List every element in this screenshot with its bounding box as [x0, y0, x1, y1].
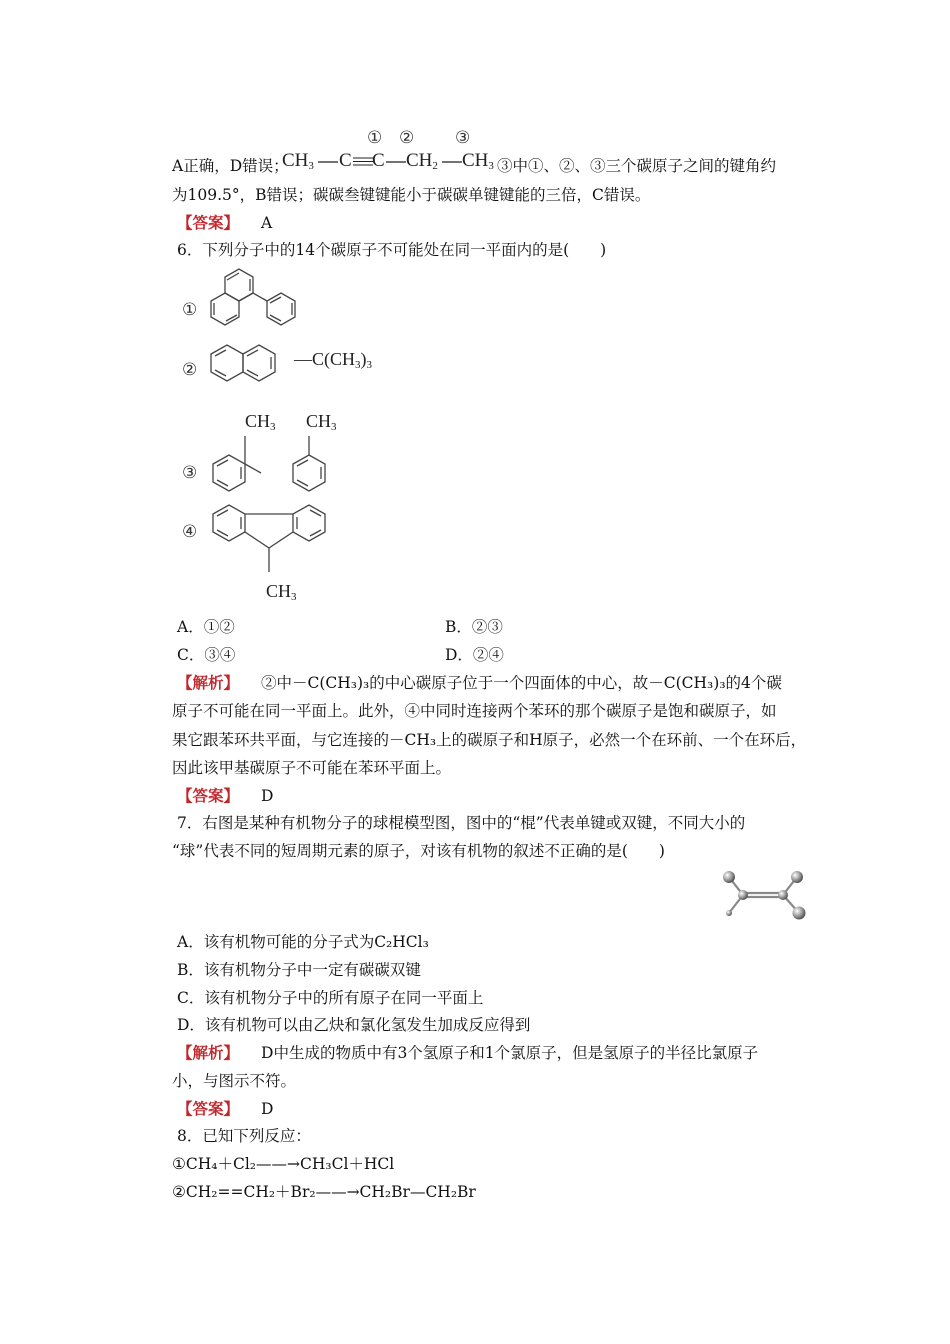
- analysis-tag: 【解析】: [177, 1043, 240, 1062]
- q6-option-c: C．③④: [177, 646, 236, 664]
- q6-analysis-line4: 因此该甲基碳原子不可能在苯环平面上。: [172, 759, 452, 777]
- group-ch3-right: $CH_3$: [462, 150, 494, 172]
- structure-label-3: ③: [182, 463, 198, 483]
- q6-analysis-line1: 【解析】 ②中－C(CH₃)₃的中心碳原子位于一个四面体的中心，故－C(CH₃)₃的4个碳: [177, 673, 782, 692]
- q8-stem: 8．已知下列反应：: [177, 1127, 311, 1145]
- answer-tag: 【答案】: [177, 1099, 240, 1118]
- q7-stem-line1: 7．右图是某种有机物分子的球棍模型图，图中的“棍”代表单键或双键，不同大小的: [177, 814, 746, 832]
- group-ch2: $CH_2$: [406, 150, 438, 172]
- answer-tag: 【答案】: [177, 213, 240, 232]
- q7-analysis-line2: 小，与图示不符。: [172, 1072, 297, 1090]
- q5-line1-prefix: A正确，D错误；: [172, 157, 289, 175]
- q7-stem-line2: “球”代表不同的短周期元素的原子，对该有机物的叙述不正确的是( ): [172, 842, 665, 860]
- ball-and-stick-model: [715, 865, 815, 925]
- q8-reaction-1: ①CH₄＋Cl₂——→CH₃Cl＋HCl: [172, 1155, 395, 1173]
- carbon-a: C: [339, 150, 352, 171]
- naphthalene-structure: [207, 340, 297, 400]
- methyl-left: $CH_3$: [245, 411, 276, 433]
- structure-label-1: ①: [182, 300, 198, 320]
- q5-line2: 为109.5°，B错误；碳碳叁键键能小于碳碳单键键能的三倍，C错误。: [172, 186, 651, 204]
- analysis-tag: 【解析】: [177, 673, 240, 692]
- q7-option-b: B．该有机物分子中一定有碳碳双键: [177, 961, 421, 979]
- triple-bond: [353, 157, 373, 167]
- q5-answer: [177, 213, 272, 233]
- q8-reaction-2: ②CH₂==CH₂＋Br₂——→CH₂Br—CH₂Br: [172, 1183, 476, 1201]
- q5-line1-suffix: ③中①、②、③三个碳原子之间的键角约: [497, 157, 777, 175]
- phenanthrene-structure: [205, 268, 345, 338]
- q6-option-d: D．②④: [445, 646, 504, 664]
- fluorene-structure: [205, 498, 345, 578]
- group-ch3-left: $CH_3$: [282, 150, 314, 172]
- single-bond-1: [318, 161, 338, 165]
- q7-option-c: C．该有机物分子中的所有原子在同一平面上: [177, 989, 484, 1007]
- q6-analysis-line3: 果它跟苯环共平面，与它连接的－CH₃上的碳原子和H原子，必然一个在环前、一个在环后，: [172, 731, 807, 749]
- q7-answer: [177, 1099, 273, 1119]
- q7-option-d: D．该有机物可以由乙炔和氯化氢发生加成反应得到: [177, 1016, 531, 1034]
- methyl-fluorene: $CH_3$: [266, 581, 297, 603]
- q7-option-a: A．该有机物可能的分子式为C₂HCl₃: [177, 933, 429, 951]
- q6-option-b: B．②③: [445, 618, 503, 636]
- q6-stem: 6．下列分子中的14个碳原子不可能处在同一平面内的是( ): [177, 241, 607, 259]
- structure-label-4: ④: [182, 522, 198, 542]
- q6-answer: [177, 786, 273, 806]
- single-bond-2: [386, 161, 406, 165]
- methyl-right: $CH_3$: [306, 411, 337, 433]
- q6-analysis-line2: 原子不可能在同一平面上。此外，④中同时连接两个苯环的那个碳原子是饱和碳原子，如: [172, 702, 777, 720]
- tert-butyl-group: $—C(CH_3)_3$: [294, 349, 373, 371]
- q6-option-a: A．①②: [177, 618, 235, 636]
- structure-label-2: ②: [182, 360, 198, 380]
- answer-value: A: [261, 214, 273, 232]
- biphenyl-structure: [205, 432, 365, 502]
- answer-value: D: [261, 787, 274, 805]
- single-bond-3: [442, 161, 462, 165]
- carbon-b: C: [372, 150, 385, 171]
- q7-analysis-line1: 【解析】 D中生成的物质中有3个氢原子和1个氯原子，但是氢原子的半径比氯原子: [177, 1043, 759, 1062]
- carbon-mark-1: ①: [367, 128, 383, 148]
- answer-value: D: [261, 1100, 274, 1118]
- carbon-mark-3: ③: [455, 128, 471, 148]
- answer-tag: 【答案】: [177, 786, 240, 805]
- carbon-mark-2: ②: [399, 128, 415, 148]
